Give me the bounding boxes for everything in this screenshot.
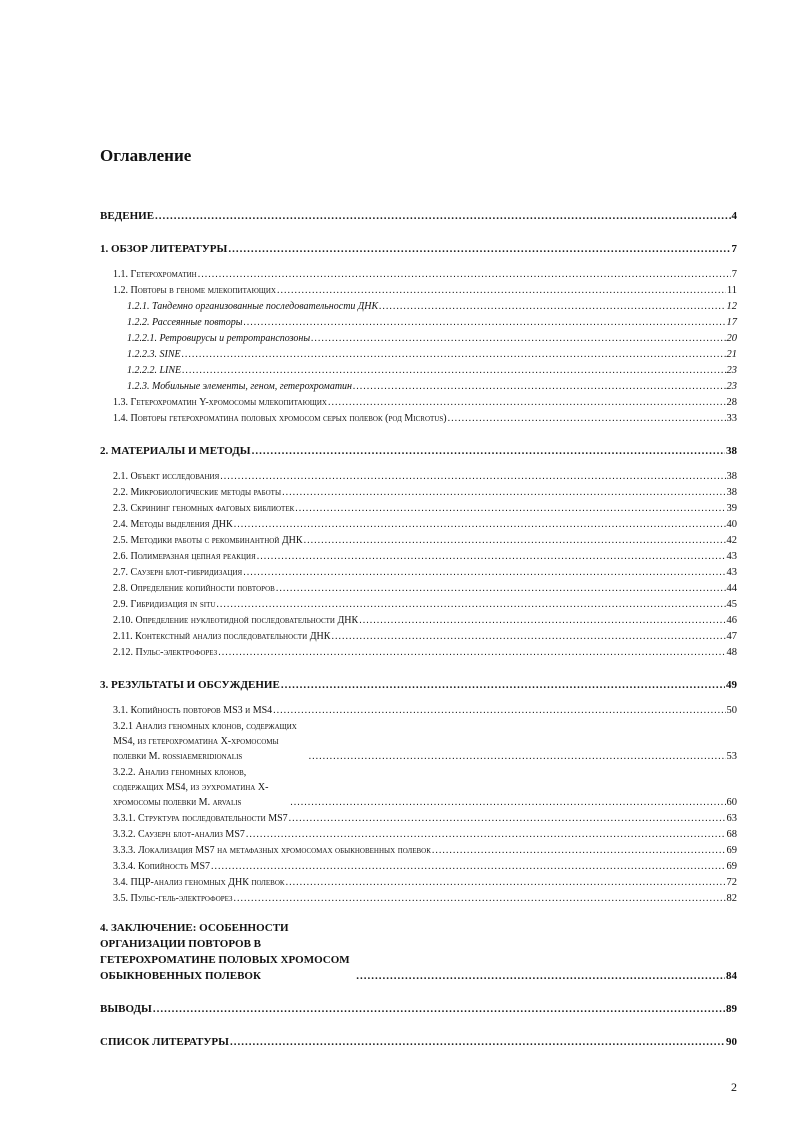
toc-entry-page: 28 (726, 397, 737, 408)
toc-entry-page: 60 (726, 797, 737, 808)
toc-entry-2-3[interactable] (100, 501, 737, 516)
toc-entry-label: 2. МАТЕРИАЛЫ И МЕТОДЫ (100, 445, 251, 457)
toc-entry-1-2-2[interactable] (100, 315, 737, 330)
toc-entry-2-2[interactable] (100, 485, 737, 500)
toc-entry-page: 46 (726, 615, 737, 626)
toc-entry-page: 63 (726, 813, 737, 824)
toc-leader-dots (228, 241, 730, 257)
toc-entry-label: 1.2.2.3. SINE (127, 349, 181, 360)
toc-entry-page: 43 (726, 551, 737, 562)
toc-leader-dots (220, 469, 725, 484)
toc-entry-3-3-2[interactable] (100, 827, 737, 842)
toc-leader-dots (290, 795, 725, 810)
toc-entry-label: 2.3. Скрининг геномных фаговых библиотек (113, 503, 295, 514)
toc-entry-2-10[interactable] (100, 613, 737, 628)
toc-entry-page: 45 (726, 599, 737, 610)
toc-leader-dots (359, 613, 725, 628)
page-title: Оглавление (100, 146, 192, 165)
toc-leader-dots (234, 517, 726, 532)
toc-leader-dots (276, 581, 726, 596)
toc-leader-dots (309, 749, 726, 764)
toc-entry-page: 23 (726, 381, 737, 392)
toc-leader-dots (289, 811, 726, 826)
toc-entry-label: 2.12. Пульс-электрофорез (113, 647, 218, 658)
toc-entry-2-12[interactable] (100, 645, 737, 660)
toc-entry-page: 68 (726, 829, 737, 840)
toc-entry-page: 12 (726, 301, 737, 312)
toc-leader-dots (281, 677, 725, 693)
toc-entry-label: 2.8. Определение копийности повторов (113, 583, 275, 594)
toc-leader-dots (218, 645, 725, 660)
toc-entry-page: 4 (731, 210, 737, 222)
toc-entry-3-2-2[interactable] (100, 765, 737, 810)
toc-leader-dots (379, 299, 725, 314)
toc-entry-page: 84 (726, 970, 737, 982)
toc-entry-label: 3.2.2. Анализ геномных клонов, содержащих MS4, из эухроматина X-хромосомы полевки M. arvalis (113, 767, 269, 808)
toc-entry-1-2-1[interactable] (100, 299, 737, 314)
toc-entry-chapter-1[interactable] (100, 241, 737, 257)
toc-entry-chapter-3[interactable] (100, 677, 737, 693)
toc-leader-dots (246, 827, 726, 842)
toc-entry-2-11[interactable] (100, 629, 737, 644)
toc-entry-label: 2.1. Объект исследования (113, 471, 220, 482)
toc-entry-2-8[interactable] (100, 581, 737, 596)
toc-leader-dots (448, 411, 726, 426)
toc-entry-1-1[interactable] (100, 267, 737, 282)
toc-entry-1-2-2-1[interactable] (100, 331, 737, 346)
toc-entry-page: 38 (726, 487, 737, 498)
toc-entry-page: 40 (726, 519, 737, 530)
toc-leader-dots (182, 363, 725, 378)
toc-entry-page: 23 (726, 365, 737, 376)
table-of-contents (100, 208, 737, 1050)
toc-entry-label: 2.9. Гибридизация in situ (113, 599, 216, 610)
toc-entry-page: 47 (726, 631, 737, 642)
toc-entry-introduction[interactable] (100, 208, 737, 224)
toc-entry-references[interactable] (100, 1034, 737, 1050)
toc-entry-page: 69 (726, 845, 737, 856)
toc-entry-page: 89 (726, 1003, 737, 1015)
toc-entry-1-2-2-2[interactable] (100, 363, 737, 378)
toc-entry-2-6[interactable] (100, 549, 737, 564)
toc-entry-3-2-1[interactable] (100, 719, 737, 764)
toc-entry-page: 33 (726, 413, 737, 424)
toc-entry-label: 3.5. Пульс-гель-электрофорез (113, 893, 233, 904)
toc-entry-page: 20 (726, 333, 737, 344)
toc-leader-dots (211, 859, 725, 874)
toc-entry-label: 1.2. Повторы в геноме млекопитающих (113, 285, 276, 296)
toc-entry-label: 3. РЕЗУЛЬТАТЫ И ОБСУЖДЕНИЕ (100, 679, 280, 691)
toc-leader-dots (295, 501, 725, 516)
toc-entry-label: 4. ЗАКЛЮЧЕНИЕ: ОСОБЕННОСТИ ОРГАНИЗАЦИИ ПОВТОРОВ В ГЕТЕРОХРОМАТИНЕ ПОЛОВЫХ ХРОМОСОМ ОБЫКНОВЕННЫХ ПОЛЕВОК (100, 922, 350, 982)
toc-leader-dots (286, 875, 726, 890)
toc-entry-label: 2.6. Полимеразная цепная реакция (113, 551, 256, 562)
toc-entry-page: 21 (726, 349, 737, 360)
toc-entry-2-7[interactable] (100, 565, 737, 580)
toc-entry-page: 82 (726, 893, 737, 904)
toc-entry-page: 90 (726, 1036, 737, 1048)
toc-leader-dots (234, 891, 726, 906)
toc-entry-3-4[interactable] (100, 875, 737, 890)
toc-entry-page: 53 (726, 751, 737, 762)
toc-entry-3-3-4[interactable] (100, 859, 737, 874)
toc-entry-label: 1.2.2. Рассеянные повторы (127, 317, 243, 328)
toc-entry-label: 1.2.1. Тандемно организованные последовательности ДНК (127, 301, 379, 312)
toc-entry-page: 50 (726, 705, 737, 716)
toc-entry-label: 2.10. Определение нуклеотидной последовательности ДНК (113, 615, 359, 626)
toc-entry-page: 7 (731, 269, 737, 280)
toc-entry-conclusions[interactable] (100, 1001, 737, 1017)
toc-entry-label: 1.2.3. Мобильные элементы, геном, гетерохроматин (127, 381, 352, 392)
toc-entry-page: 7 (731, 243, 737, 255)
toc-entry-label: 3.1. Копийность повторов MS3 и MS4 (113, 705, 273, 716)
toc-leader-dots (432, 843, 726, 858)
toc-entry-page: 11 (726, 285, 737, 296)
toc-entry-1-2-3[interactable] (100, 379, 737, 394)
toc-entry-2-1[interactable] (100, 469, 737, 484)
toc-entry-1-3[interactable] (100, 395, 737, 410)
toc-leader-dots (277, 283, 726, 298)
toc-leader-dots (331, 629, 725, 644)
toc-leader-dots (198, 267, 731, 282)
toc-entry-page: 42 (726, 535, 737, 546)
toc-leader-dots (282, 485, 725, 500)
toc-entry-label: 3.3.1. Структура последовательности MS7 (113, 813, 288, 824)
toc-leader-dots (243, 565, 725, 580)
toc-entry-label: 1.2.2.1. Ретровирусы и ретротранспозоны (127, 333, 311, 344)
toc-entry-chapter-4[interactable] (100, 920, 737, 984)
toc-entry-2-4[interactable] (100, 517, 737, 532)
toc-entry-page: 43 (726, 567, 737, 578)
toc-leader-dots (230, 1034, 725, 1050)
toc-leader-dots (311, 331, 725, 346)
toc-entry-label: 3.3.4. Копийность MS7 (113, 861, 211, 872)
toc-entry-1-2[interactable] (100, 283, 737, 298)
toc-entry-page: 49 (726, 679, 737, 691)
toc-entry-label: СПИСОК ЛИТЕРАТУРЫ (100, 1036, 229, 1048)
toc-entry-label: 2.11. Контекстный анализ последовательности ДНК (113, 631, 331, 642)
toc-entry-page: 69 (726, 861, 737, 872)
toc-entry-label: 1.4. Повторы гетерохроматина половых хромосом серых полевок (род Microtus) (113, 413, 447, 424)
toc-entry-1-4[interactable] (100, 411, 737, 426)
toc-entry-label: 3.3.2. Саузерн блот-анализ MS7 (113, 829, 245, 840)
toc-entry-3-5[interactable] (100, 891, 737, 906)
toc-entry-label: 2.5. Методики работы с рекомбинантной ДНК (113, 535, 303, 546)
toc-entry-2-9[interactable] (100, 597, 737, 612)
toc-leader-dots (304, 533, 726, 548)
toc-entry-label: 3.3.3. Локализация MS7 на метафазных хромосомах обыкновенных полевок (113, 845, 431, 856)
toc-entry-page: 44 (726, 583, 737, 594)
toc-entry-3-1[interactable] (100, 703, 737, 718)
toc-entry-label: 1.2.2.2. LINE (127, 365, 182, 376)
toc-entry-page: 39 (726, 503, 737, 514)
toc-leader-dots (257, 549, 726, 564)
toc-entry-2-5[interactable] (100, 533, 737, 548)
toc-leader-dots (328, 395, 726, 410)
toc-entry-1-2-2-3[interactable] (100, 347, 737, 362)
toc-entry-label: 1.3. Гетерохроматин Y-хромосомы млекопитающих (113, 397, 327, 408)
toc-entry-label: 2.4. Методы выделения ДНК (113, 519, 233, 530)
toc-entry-label: ВЕДЕНИЕ (100, 210, 155, 222)
toc-leader-dots (153, 1001, 725, 1017)
toc-entry-label: 1.1. Гетерохроматин (113, 269, 197, 280)
toc-entry-chapter-2[interactable] (100, 443, 737, 459)
toc-leader-dots (182, 347, 726, 362)
toc-leader-dots (244, 315, 726, 330)
toc-entry-label: ВЫВОДЫ (100, 1003, 152, 1015)
toc-leader-dots (356, 968, 725, 984)
toc-leader-dots (252, 443, 725, 459)
toc-entry-page: 72 (726, 877, 737, 888)
toc-entry-label: 2.7. Саузерн блот-гибридизация (113, 567, 243, 578)
page-number: 2 (731, 1080, 737, 1094)
toc-entry-label: 3.4. ПЦР-анализ геномных ДНК полевок (113, 877, 285, 888)
toc-entry-3-3-3[interactable] (100, 843, 737, 858)
toc-leader-dots (273, 703, 725, 718)
toc-entry-label: 2.2. Микробиологические методы работы (113, 487, 282, 498)
toc-entry-3-3-1[interactable] (100, 811, 737, 826)
toc-leader-dots (155, 208, 730, 224)
toc-leader-dots (216, 597, 725, 612)
toc-entry-label: 3.2.1 Анализ геномных клонов, содержащих MS4, из гетерохроматина X-хромосомы полевки M. rossiaemeridionalis (113, 721, 297, 762)
toc-entry-page: 48 (726, 647, 737, 658)
toc-entry-label: 1. ОБЗОР ЛИТЕРАТУРЫ (100, 243, 228, 255)
toc-entry-page: 38 (726, 471, 737, 482)
toc-leader-dots (353, 379, 726, 394)
toc-entry-page: 38 (726, 445, 737, 457)
toc-entry-page: 17 (726, 317, 737, 328)
